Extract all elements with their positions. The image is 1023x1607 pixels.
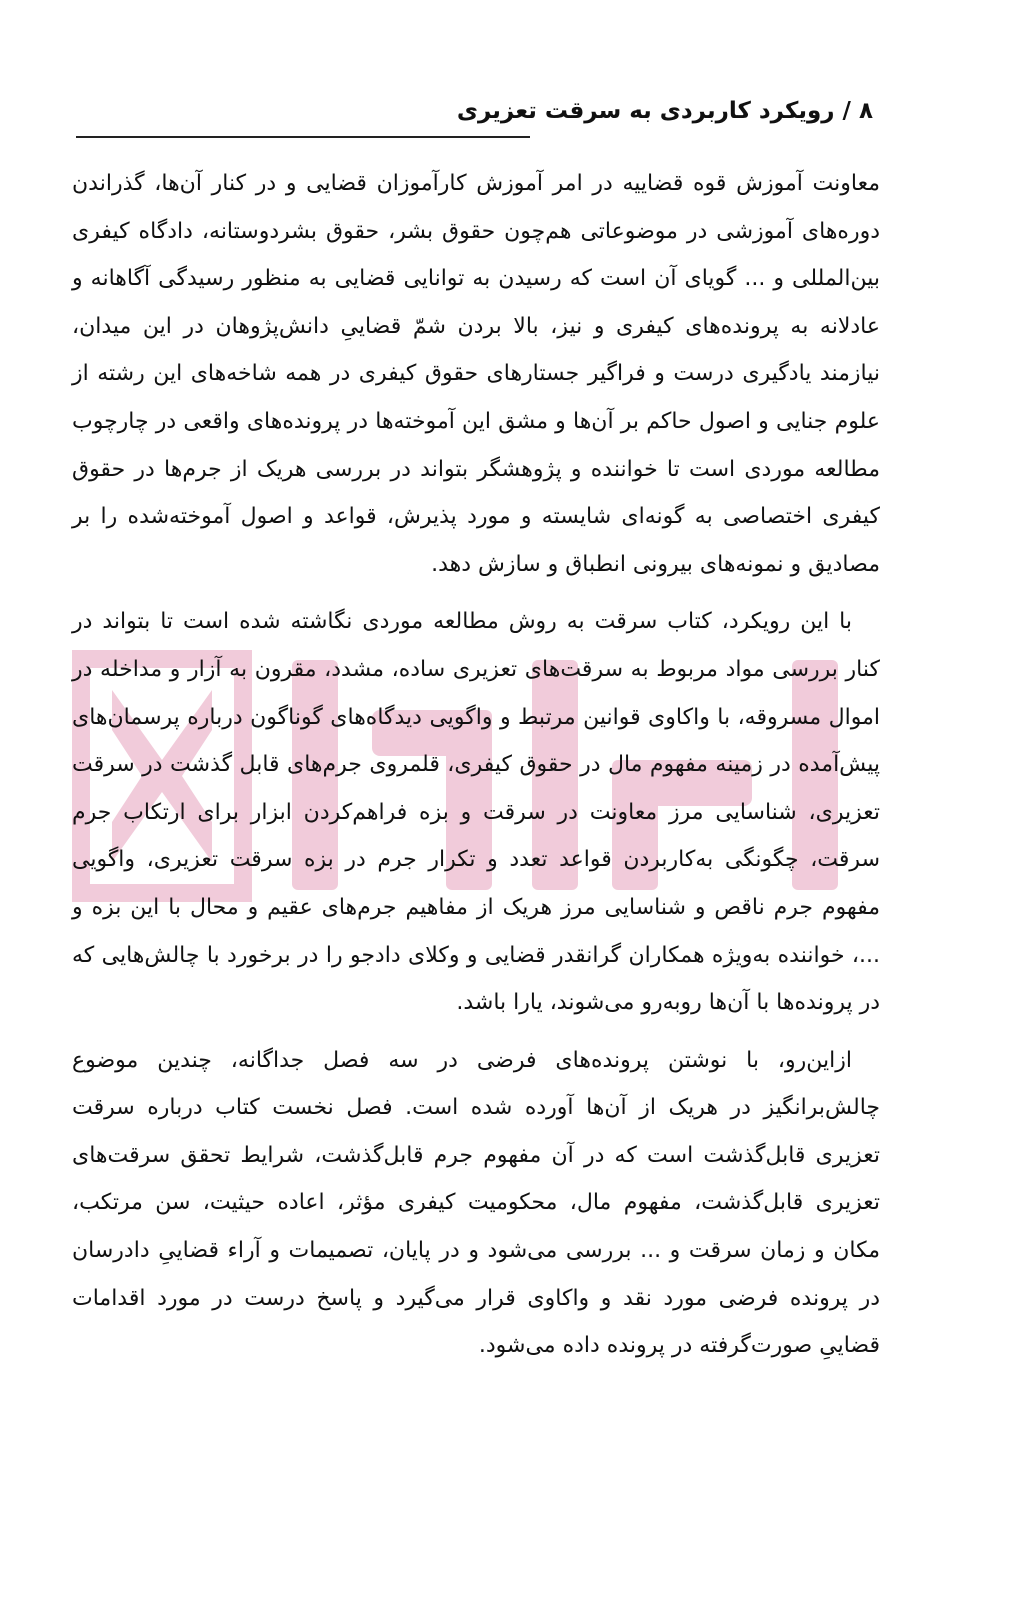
body-text [72, 160, 880, 1370]
paragraph-1: معاونت آموزش قوه قضاییه در امر آموزش کارآموزان قضایی و در کنار آن‌ها، گذراندن دوره‌های آموزشی در موضوعاتی هم‌چون حقوق بشر، حقوق بشردوستانه، دادگاه کیفری بین‌المللی و ... گویای آن است که رسیدن به توانایی قضایی به منظور رسیدگی آگاهانه و عادلانه به پرونده‌های کیفری و نیز، بالا بردن شمّ قضاییِ دانش‌پژوهان در این میدان، نیازمند یادگیری درست و فراگیر جستارهای حقوق کیفری در همه شاخه‌های این رشته از علوم جنایی و اصول حاکم بر آن‌ها و مشق این آموخته‌ها در پرونده‌های واقعی در چارچوب مطالعه موردی است تا خواننده و پژوهشگر بتواند در بررسی هریک از جرم‌ها در حقوق کیفری اختصاصی به گونه‌ای شایسته و مورد پذیرش، قواعد و اصول آموخته‌شده را بر مصادیق و نمونه‌های بیرونی انطباق و سازش دهد. [72, 171, 880, 577]
paragraph-2: با این رویکرد، کتاب سرقت به روش مطالعه موردی نگاشته شده است تا بتواند در کنار بررسی مواد مربوط به سرقت‌های تعزیری ساده، مشدد، مقرون به آزار و مداخله در اموال مسروقه، با واکاوی قوانین مرتبط و واگویی دیدگاه‌های گوناگون درباره پرسمان‌های پیش‌آمده در زمینه مفهوم مال در حقوق کیفری، قلمروی جرم‌های قابل گذشت در سرقت تعزیری، شناسایی مرز معاونت در سرقت و بزه فراهم‌کردن ابزار برای ارتکاب جرم سرقت، چگونگی به‌کاربردن قواعد تعدد و تکرار جرم در بزه سرقت تعزیری، واگویی مفهوم جرم ناقص و شناسایی مرز هریک از مفاهیم جرم‌های عقیم و محال با این بزه و ...، خواننده به‌ویژه همکاران گرانقدر قضایی و وکلای دادجو را در برخورد با چالش‌هایی که در پرونده‌ها با آن‌ها روبه‌رو می‌شوند، یارا باشد. [72, 609, 880, 1016]
paragraph-3: ازاین‌رو، با نوشتن پرونده‌های فرضی در سه فصل جداگانه، چندین موضوع چالش‌برانگیز در هریک از آن‌ها آورده شده است. فصل نخست کتاب درباره سرقت تعزیری قابل‌گذشت است که در آن مفهوم جرم قابل‌گذشت، شرایط تحقق سرقت‌های تعزیری قابل‌گذشت، مفهوم مال، محکومیت کیفری مؤثر، اعاده حیثیت، سن مرتکب، مکان و زمان سرقت و ... بررسی می‌شود و در پایان، تصمیمات و آراء قضاییِ دادرسان در پرونده فرضی مورد نقد و واکاوی قرار می‌گیرد و پاسخ درست در مورد اقدامات قضاییِ صورت‌گرفته در پرونده داده می‌شود. [72, 1047, 880, 1359]
header-rule [76, 136, 530, 138]
running-head: ۸ / رویکرد کاربردی به سرقت تعزیری [456, 98, 873, 124]
